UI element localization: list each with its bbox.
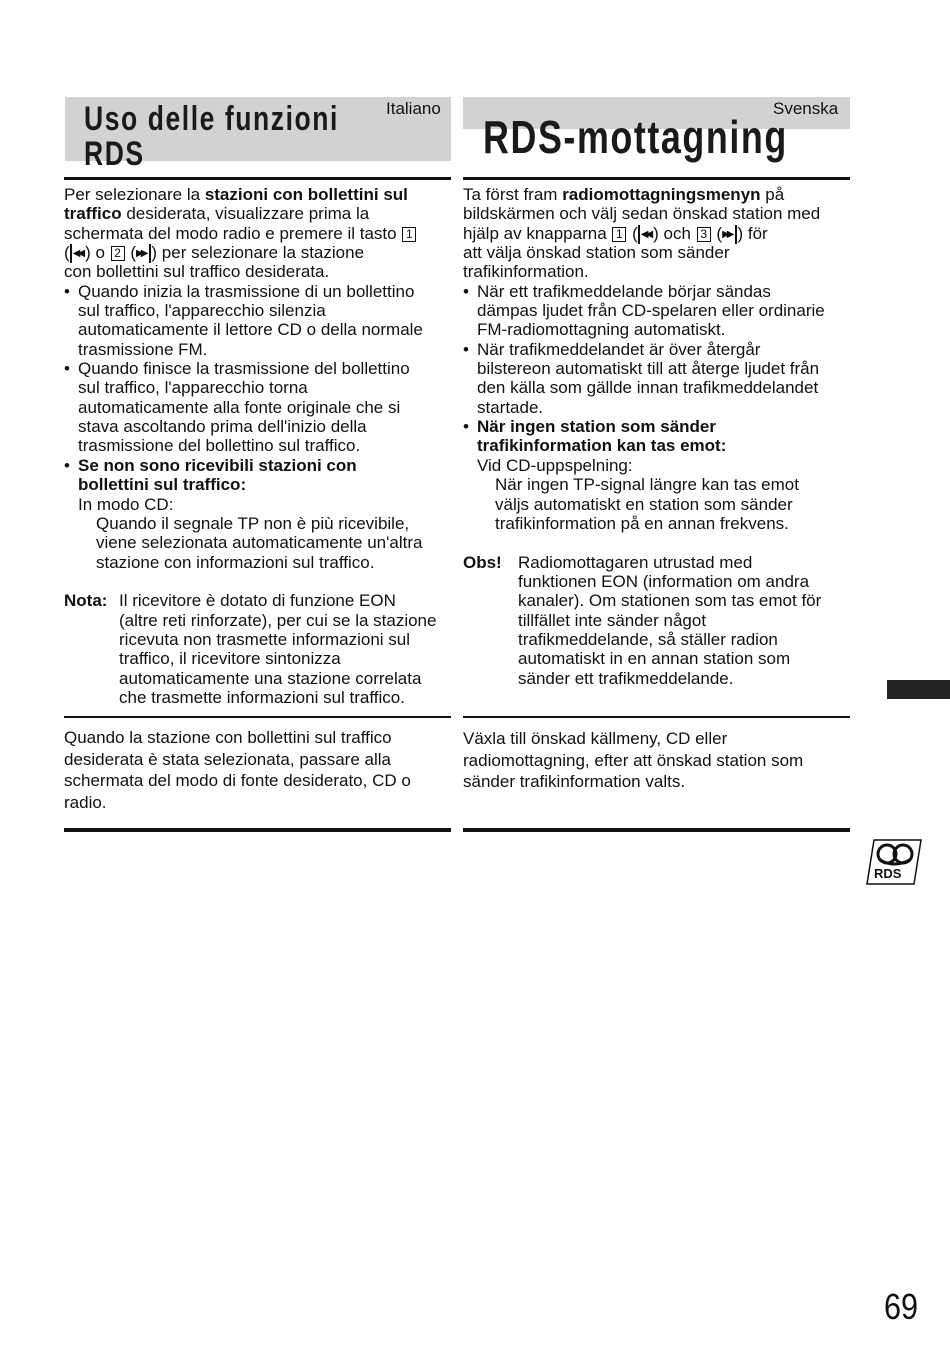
text-line bbox=[64, 417, 454, 436]
text-line bbox=[64, 398, 454, 417]
text-line: schermata del modo di fonte desiderato, CD o bbox=[64, 771, 411, 790]
bullet-icon: • bbox=[463, 281, 469, 301]
text-segment: Il ricevitore è dotato di funzione EON bbox=[119, 591, 396, 611]
text-line bbox=[64, 262, 454, 281]
text-line bbox=[463, 456, 853, 475]
bullet-icon: • bbox=[463, 339, 469, 359]
text-line: desiderata è stata selezionata, passare alla bbox=[64, 749, 391, 769]
swedish-title: RDS-mottagning bbox=[483, 111, 788, 163]
text-line bbox=[463, 398, 853, 417]
bullet-icon: • bbox=[64, 359, 70, 379]
bold-text: trafikinformation kan tas emot: bbox=[477, 436, 727, 456]
page-number: 69 bbox=[884, 1286, 919, 1327]
right-mid-rule bbox=[463, 716, 850, 718]
note-label: Obs! bbox=[463, 552, 502, 572]
text-line bbox=[463, 611, 853, 630]
text-segment: ricevuta non trasmette informazioni sul bbox=[119, 629, 411, 649]
bold-text: Se non sono ricevibili stazioni con bbox=[78, 455, 357, 475]
swedish-after-paragraph bbox=[463, 728, 803, 793]
text-segment: trasmissione del bollettino sul traffico. bbox=[78, 436, 361, 456]
section-tab-marker bbox=[887, 680, 950, 699]
text-line: radio. bbox=[64, 792, 107, 812]
text-line: Quando la stazione con bollettini sul traffico bbox=[64, 728, 392, 747]
text-segment: desiderata, visualizzare prima la bbox=[121, 204, 370, 224]
italian-after-paragraph bbox=[64, 727, 411, 813]
text-segment: hjälp av knapparna bbox=[463, 223, 612, 243]
text-line bbox=[463, 475, 853, 494]
text-segment: automaticamente alla fonte originale che si bbox=[78, 397, 401, 417]
bold-text: stazioni con bollettini sul bbox=[204, 185, 408, 204]
text-line bbox=[64, 495, 454, 514]
left-header-rule bbox=[64, 177, 451, 180]
text-line bbox=[64, 224, 454, 243]
text-line bbox=[463, 243, 853, 262]
text-line bbox=[463, 591, 853, 610]
text-line bbox=[64, 378, 454, 397]
text-segment: När ingen TP-signal längre kan tas emot bbox=[495, 475, 799, 495]
left-bottom-rule bbox=[64, 828, 451, 832]
text-segment: bildskärmen och välj sedan önskad station med bbox=[463, 204, 821, 224]
text-segment: stazione con informazioni sul traffico. bbox=[96, 552, 375, 572]
text-line bbox=[64, 688, 454, 707]
text-line bbox=[463, 436, 853, 455]
text-line bbox=[463, 572, 853, 591]
note-label: Nota: bbox=[64, 591, 108, 611]
text-line bbox=[64, 456, 454, 475]
text-line bbox=[64, 243, 454, 262]
text-line bbox=[463, 553, 853, 572]
text-segment: ( bbox=[711, 223, 723, 243]
text-segment: stava ascoltando prima dell'inizio della bbox=[78, 417, 367, 437]
language-label-svenska: Svenska bbox=[773, 99, 839, 118]
text-segment: på bbox=[760, 185, 785, 204]
text-line bbox=[64, 301, 454, 320]
text-line bbox=[463, 340, 853, 359]
left-mid-rule bbox=[64, 716, 451, 718]
text-segment: automatiskt in en annan station som bbox=[518, 649, 791, 669]
text-segment: att välja önskad station som sänder bbox=[463, 243, 730, 263]
text-segment: che trasmette informazioni sul traffico. bbox=[119, 687, 405, 707]
text-segment: tillfället inte sänder något bbox=[518, 610, 707, 630]
italian-title-line2: RDS bbox=[84, 135, 145, 173]
text-line bbox=[64, 320, 454, 339]
text-line bbox=[64, 553, 454, 572]
text-segment: bilstereon automatiskt till att återge ljudet från bbox=[477, 359, 820, 379]
text-line bbox=[64, 649, 454, 668]
text-segment: den källa som gällde innan trafikmeddelandet bbox=[477, 378, 819, 398]
text-segment: Radiomottagaren utrustad med bbox=[518, 552, 753, 572]
text-line bbox=[463, 282, 853, 301]
skip-back-icon: ◀◀ bbox=[638, 225, 653, 244]
bold-text: bollettini sul traffico: bbox=[78, 475, 247, 495]
text-segment: ) för bbox=[737, 223, 768, 243]
text-line bbox=[64, 533, 454, 552]
text-segment: trafikmeddelande, så ställer radion bbox=[518, 629, 778, 649]
text-segment: dämpas ljudet från CD-spelaren eller ordinarie bbox=[477, 301, 825, 321]
text-segment: automaticamente una stazione correlata bbox=[119, 668, 422, 688]
text-line bbox=[463, 495, 853, 514]
text-segment: ) per selezionare la stazione bbox=[151, 243, 365, 263]
text-segment: kanaler). Om stationen som tas emot för bbox=[518, 591, 822, 611]
text-segment: ( bbox=[64, 243, 70, 263]
text-line bbox=[64, 436, 454, 455]
text-segment: ( bbox=[627, 223, 638, 243]
text-segment: Per selezionare la bbox=[64, 185, 205, 204]
text-line bbox=[463, 301, 853, 320]
skip-back-icon: ◀◀ bbox=[70, 244, 85, 263]
rds-logo-icon bbox=[866, 838, 922, 886]
text-segment: Quando inizia la trasmissione di un bollettino bbox=[78, 281, 415, 301]
blank-line bbox=[463, 533, 853, 552]
text-line bbox=[64, 475, 454, 494]
text-segment: sul traffico, l'apparecchio silenzia bbox=[78, 301, 326, 321]
text-line: Växla till önskad källmeny, CD eller bbox=[463, 729, 728, 748]
language-label-italiano: Italiano bbox=[386, 99, 441, 118]
bullet-icon: • bbox=[64, 281, 70, 301]
text-segment: sänder ett trafikmeddelande. bbox=[518, 668, 734, 688]
text-segment: schermata del modo radio e premere il tasto bbox=[64, 223, 402, 243]
text-segment: viene selezionata automaticamente un'altra bbox=[96, 533, 423, 553]
text-segment: funktionen EON (information om andra bbox=[518, 571, 810, 591]
button-number-key: 1 bbox=[402, 227, 416, 242]
text-line bbox=[463, 630, 853, 649]
text-line bbox=[463, 359, 853, 378]
bullet-icon: • bbox=[463, 417, 469, 437]
text-line bbox=[64, 669, 454, 688]
text-line bbox=[463, 378, 853, 397]
button-number-key: 3 bbox=[697, 227, 711, 242]
text-line bbox=[463, 649, 853, 668]
right-bottom-rule bbox=[463, 828, 850, 832]
text-line: radiomottagning, efter att önskad station som bbox=[463, 750, 804, 770]
text-line bbox=[64, 204, 454, 223]
text-line bbox=[463, 320, 853, 339]
bold-text: traffico bbox=[64, 204, 122, 224]
button-number-key: 1 bbox=[612, 227, 626, 242]
text-segment: In modo CD: bbox=[78, 494, 174, 514]
text-segment: sul traffico, l'apparecchio torna bbox=[78, 378, 308, 398]
italian-title-line1: Uso delle funzioni bbox=[84, 100, 339, 138]
text-segment: ) och bbox=[653, 223, 696, 243]
text-line bbox=[64, 282, 454, 301]
text-segment: När trafikmeddelandet är över återgår bbox=[477, 339, 761, 359]
button-number-key: 2 bbox=[111, 246, 125, 261]
text-segment: FM-radiomottagning automatiskt. bbox=[477, 320, 726, 340]
text-segment: Quando il segnale TP non è più ricevibile, bbox=[96, 513, 410, 533]
text-line bbox=[463, 514, 853, 533]
text-segment: trafikinformation. bbox=[463, 262, 589, 282]
skip-forward-icon: ▶▶ bbox=[136, 244, 151, 263]
text-segment: traffico, il ricevitore sintonizza bbox=[119, 649, 341, 669]
text-line bbox=[463, 417, 853, 436]
text-segment: väljs automatiskt en station som sänder bbox=[495, 494, 793, 514]
skip-forward-icon: ▶▶ bbox=[722, 225, 737, 244]
swedish-body bbox=[463, 185, 853, 688]
text-line bbox=[64, 185, 454, 204]
text-line bbox=[463, 224, 853, 243]
text-segment: Vid CD-uppspelning: bbox=[477, 455, 633, 475]
text-line bbox=[463, 204, 853, 223]
text-line bbox=[64, 514, 454, 533]
text-line bbox=[463, 669, 853, 688]
text-line bbox=[64, 630, 454, 649]
text-line bbox=[64, 359, 454, 378]
bold-text: radiomottagningsmenyn bbox=[562, 185, 761, 204]
bold-text: När ingen station som sänder bbox=[477, 417, 716, 437]
text-segment: trafikinformation på en annan frekvens. bbox=[495, 513, 789, 533]
text-segment: con bollettini sul traffico desiderata. bbox=[64, 262, 330, 282]
blank-line bbox=[64, 572, 454, 591]
right-header-rule bbox=[463, 177, 850, 180]
text-line bbox=[64, 611, 454, 630]
text-segment: När ett trafikmeddelande börjar sändas bbox=[477, 281, 771, 301]
text-segment: (altre reti rinforzate), per cui se la stazione bbox=[119, 610, 437, 630]
svg-text:RDS: RDS bbox=[874, 866, 902, 881]
text-line: sänder trafikinformation valts. bbox=[463, 772, 686, 791]
text-line bbox=[463, 185, 853, 204]
bullet-icon: • bbox=[64, 455, 70, 475]
italian-body bbox=[64, 185, 454, 707]
text-segment: automaticamente il lettore CD o della normale bbox=[78, 320, 423, 340]
text-line bbox=[463, 262, 853, 281]
text-line bbox=[64, 591, 454, 610]
text-line bbox=[64, 340, 454, 359]
text-segment: trasmissione FM. bbox=[78, 339, 208, 359]
text-segment: ( bbox=[125, 243, 137, 263]
text-segment: Quando finisce la trasmissione del bollettino bbox=[78, 359, 410, 379]
text-segment: ) o bbox=[85, 243, 110, 263]
text-segment: Ta först fram bbox=[463, 185, 563, 204]
text-segment: startade. bbox=[477, 397, 544, 417]
